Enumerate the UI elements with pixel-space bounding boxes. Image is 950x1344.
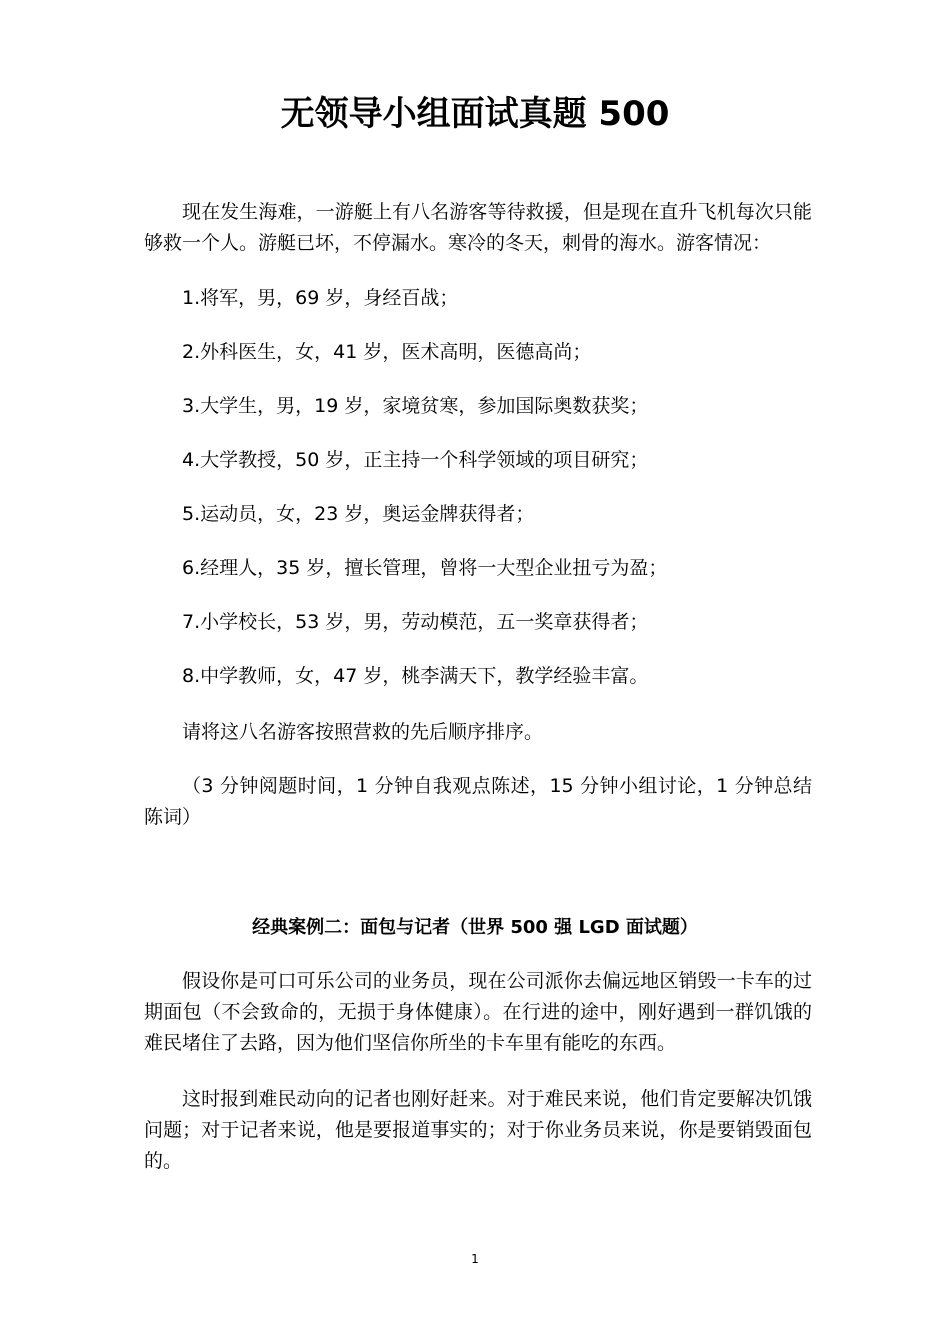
list-item: 2.外科医生，女，41 岁，医术高明，医德高尚； [182,341,592,363]
list-item: 3.大学生，男，19 岁，家境贫寒，参加国际奥数获奖； [182,395,649,417]
list-item: 4.大学教授，50 岁，正主持一个科学领域的项目研究； [182,449,649,471]
list-item: 7.小学校长，53 岁，男，劳动模范，五一奖章获得者； [182,611,649,633]
intro-paragraph: 现在发生海难，一游艇上有八名游客等待救援，但是现在直升飞机每次只能够救一个人。游艇已坏，不停漏水。寒冷的冬天，刺骨的海水。游客情况： [144,201,812,254]
case-two-paragraph-2: 这时报到难民动向的记者也刚好赶来。对于难民来说，他们肯定要解决饥饿问题；对于记者来说，他是要报道事实的；对于你业务员来说，你是要销毁面包的。 [144,1088,812,1172]
timing-note: （3 分钟阅题时间，1 分钟自我观点陈述，15 分钟小组讨论，1 分钟总结陈词） [144,775,812,828]
instruction-text: 请将这八名游客按照营救的先后顺序排序。 [182,721,544,743]
case-two-heading: 经典案例二：面包与记者（世界 500 强 LGD 面试题） [252,917,698,938]
case-two-paragraph-1: 假设你是可口可乐公司的业务员，现在公司派你去偏远地区销毁一卡车的过期面包（不会致命的，无损于身体健康）。在行进的途中，刚好遇到一群饥饿的难民堵住了去路，因为他们坚信你所坐的卡车里有能吃的东西。 [144,970,812,1054]
list-item: 5.运动员，女，23 岁，奥运金牌获得者； [182,503,535,525]
list-item: 1.将军，男，69 岁，身经百战； [182,287,459,309]
page-title: 无领导小组面试真题 500 [280,94,670,134]
list-item: 6.经理人，35 岁，擅长管理，曾将一大型企业扭亏为盈； [182,557,668,579]
list-item: 8.中学教师，女，47 岁，桃李满天下，教学经验丰富。 [182,665,649,687]
page-number: 1 [471,1252,479,1266]
